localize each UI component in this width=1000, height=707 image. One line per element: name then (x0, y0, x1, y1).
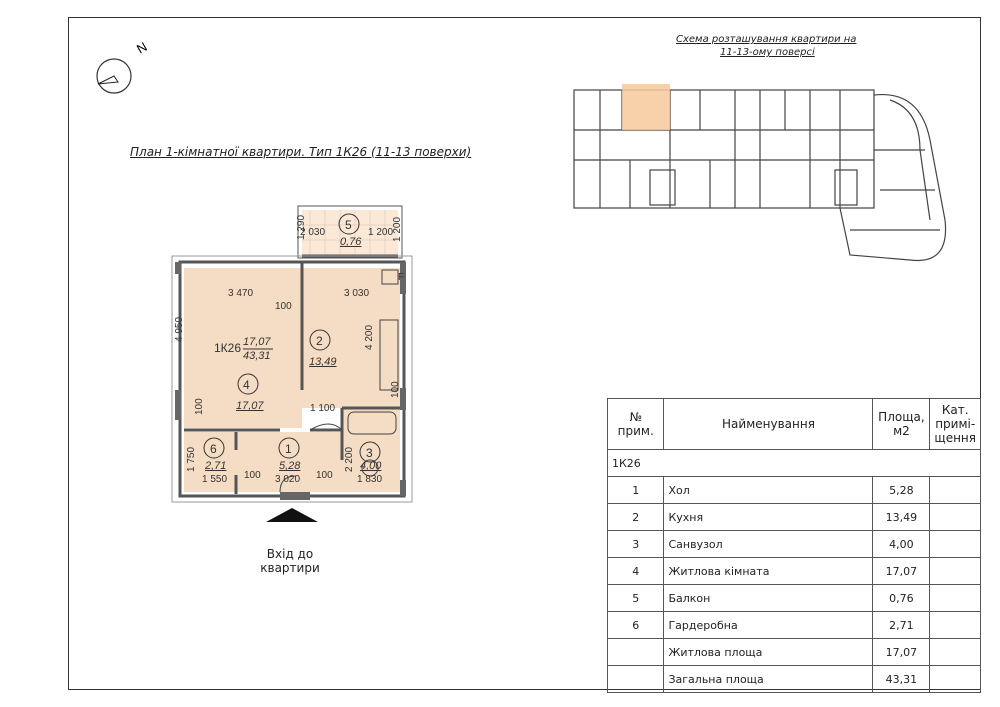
row-cat (930, 585, 981, 612)
dim-1750: 1 750 (186, 446, 197, 472)
dim-wall-100-c: 100 (390, 381, 401, 398)
living-area-row (608, 639, 981, 666)
dim-2200: 2 200 (344, 446, 355, 472)
dim-kitchen-4200: 4 200 (364, 324, 375, 350)
dim-height-4950: 4 950 (174, 316, 185, 342)
dim-room4-width: 3 470 (228, 288, 254, 299)
table-row (608, 612, 981, 639)
row-name: Кухня (664, 504, 873, 531)
north-label: N (134, 38, 150, 57)
group-label: 1К26 (608, 450, 981, 477)
apartment-code: 1К26 (214, 341, 242, 355)
apartment-highlight (622, 84, 670, 130)
header-area: Площа, м2 (873, 399, 930, 450)
row-area: 2,71 (873, 612, 930, 639)
row-num: 3 (608, 531, 664, 558)
fraction-line (243, 348, 273, 350)
row-cat (930, 504, 981, 531)
row-name: Балкон (664, 585, 873, 612)
scheme-title-1: Схема розташування квартири на (676, 34, 857, 45)
apartment-living-area: 17,07 (243, 336, 271, 348)
dim-bal-2030: 2 030 (300, 227, 326, 238)
row-num: 2 (608, 504, 664, 531)
dim-wall-100-f: 100 (316, 470, 333, 481)
row-area: 4,00 (873, 531, 930, 558)
row-name: Гардеробна (664, 612, 873, 639)
row-area: 13,49 (873, 504, 930, 531)
room5-area: 0,76 (340, 236, 362, 248)
room3-num: 3 (366, 446, 373, 460)
apartment-total-area: 43,31 (243, 350, 271, 362)
room4-num: 4 (243, 378, 250, 392)
row-area: 5,28 (873, 477, 930, 504)
row-num: 1 (608, 477, 664, 504)
room2-area: 13,49 (309, 356, 337, 368)
room5-num: 5 (345, 218, 352, 232)
row-cat (930, 531, 981, 558)
total-value: 43,31 (873, 666, 930, 693)
table-row (608, 558, 981, 585)
row-area: 17,07 (873, 558, 930, 585)
fridge-label: F (398, 272, 405, 283)
row-cat (930, 477, 981, 504)
room4-area: 17,07 (236, 400, 264, 412)
room6-num: 6 (210, 442, 217, 456)
room2-num: 2 (316, 334, 323, 348)
living-label: Житлова площа (664, 639, 873, 666)
room1-num: 1 (285, 442, 292, 456)
entry-label (250, 547, 330, 575)
dim-1100: 1 100 (310, 403, 336, 414)
north-arrow-icon (92, 38, 162, 98)
table-row (608, 477, 981, 504)
table-row (608, 585, 981, 612)
dim-wall-100-b: 100 (194, 398, 205, 415)
row-name: Санвузол (664, 531, 873, 558)
dim-wall-100-e: 100 (244, 470, 261, 481)
entry-label-1: Вхід до (266, 547, 314, 561)
dim-bal-1200: 1 200 (368, 227, 394, 238)
dim-bal-1290: 1 290 (296, 214, 307, 240)
total-area-row (608, 666, 981, 693)
room1-area: 5,28 (279, 460, 301, 472)
row-num: 5 (608, 585, 664, 612)
room6-area: 2,71 (205, 460, 227, 472)
dim-bal-1200b: 1 200 (392, 216, 403, 242)
dim-wall-100-a: 100 (275, 301, 292, 312)
dim-1830: 1 830 (357, 474, 383, 485)
entry-label-2: квартири (260, 561, 320, 575)
scheme-title-2: 11-13-ому поверсі (720, 47, 815, 58)
table-row (608, 531, 981, 558)
dim-room2-width: 3 030 (344, 288, 370, 299)
row-area: 0,76 (873, 585, 930, 612)
header-name: Найменування (664, 399, 873, 450)
table-row (608, 504, 981, 531)
row-num: 4 (608, 558, 664, 585)
room-schedule-table (607, 398, 981, 693)
row-cat (930, 558, 981, 585)
plan-title: План 1-кімнатної квартири. Тип 1К26 (11-13 поверхи) (130, 145, 472, 159)
row-name: Житлова кімната (664, 558, 873, 585)
living-value: 17,07 (873, 639, 930, 666)
header-number: № прим. (608, 399, 664, 450)
room3-area: 4,00 (360, 460, 382, 472)
dim-1550: 1 550 (202, 474, 228, 485)
floor-scheme (570, 80, 970, 270)
row-cat (930, 612, 981, 639)
dim-3020: 3 020 (275, 474, 301, 485)
total-label: Загальна площа (664, 666, 873, 693)
header-category: Кат. примі-щення (930, 399, 981, 450)
row-name: Хол (664, 477, 873, 504)
row-num: 6 (608, 612, 664, 639)
